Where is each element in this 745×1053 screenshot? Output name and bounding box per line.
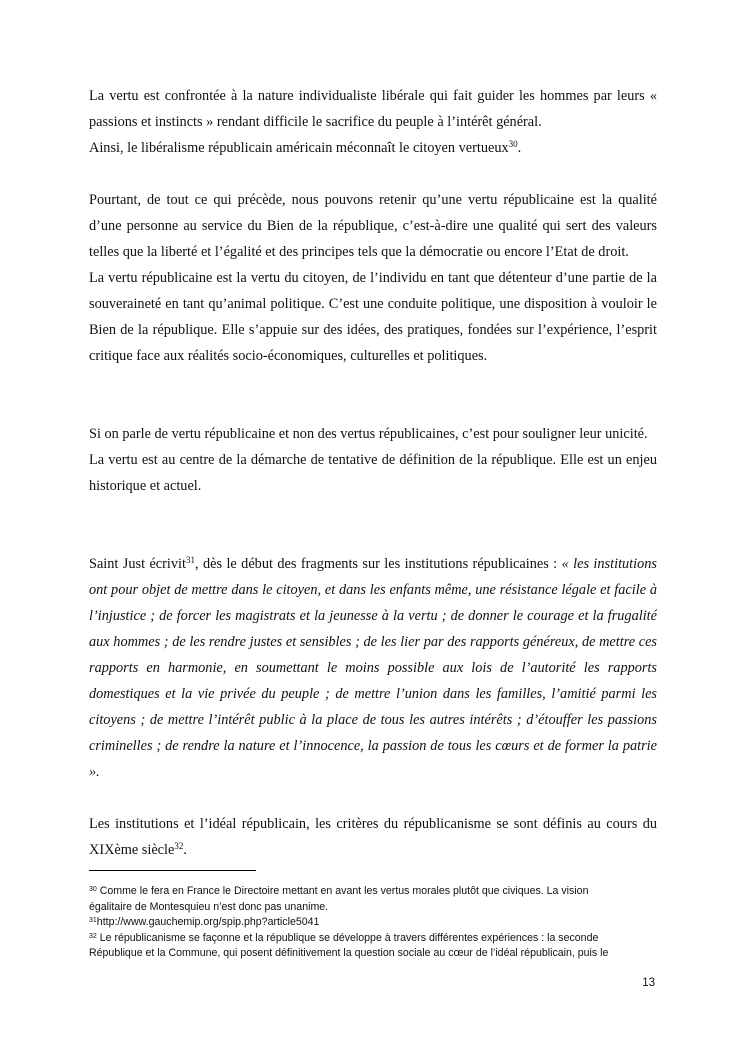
- footnote-ref: 31: [185, 555, 195, 565]
- footnote-continued: République et la Commune, qui posent définitivement la question sociale au cœur de l’idéal républicain, puis le: [89, 947, 609, 959]
- body-text-group-4: [89, 551, 657, 785]
- page-number: 13: [642, 977, 655, 989]
- footnote-ref: 32: [174, 841, 184, 851]
- body-text-group-2: [89, 187, 657, 369]
- footnote: $^{30}$ Comme le fera en France le Directoire mettant en avant les vertus morales plutôt que civiques. La vision: [89, 885, 589, 897]
- footnote-ref: 30: [508, 139, 518, 149]
- saint-just-quote: « les institutions ont pour objet de mettre dans le citoyen, et dans les enfants même, une résistance légale et facile à l’injustice ; de forcer les magistrats et la jeunesse à la vertu ; de donner le courage et la frugalité aux hommes ; de les rendre justes et sensibles ; de les lier par des rapports généreux, de mettre ces rapports en harmonie, en soumettant le moins possible aux lois de l’autorité les rapports domestiques et la vie privée du peuple ; de mettre l’union dans les familles, l’amitié parmi les citoyens ; de mettre l’intérêt public à la place de tous les autres intérêts ; d’étouffer les passions criminelles ; de rendre la nature et l’innocence, la passion de tous les cœurs et de former la patrie ».: [89, 556, 657, 780]
- paragraph: Saint Just écrivit$^{31}$, dès le début des fragments sur les institutions républicaines : « les institutions ont pour objet de mettre dans le citoyen, et dans les enfants même, une résistance légale et facile à l’injustice ; de forcer les magistrats et la jeunesse à la vertu ; de donner le courage et la frugalité aux hommes ; de les rendre justes et sensibles ; de les lier par des rapports généreux, de mettre ces rapports en harmonie, en soumettant le moins possible aux lois de l’autorité les rapports domestiques et la vie privée du peuple ; de mettre l’union dans les familles, l’amitié parmi les citoyens ; de mettre l’intérêt public à la place de tous les autres intérêts ; d’étouffer les passions criminelles ; de rendre la nature et l’innocence, la passion de tous les cœurs et de former la patrie ».: [89, 555, 657, 780]
- body-text-group-3: [89, 421, 657, 499]
- footnote-separator: [89, 870, 256, 871]
- paragraph: Si on parle de vertu républicaine et non des vertus républicaines, c’est pour souligner leur unicité.: [89, 426, 648, 442]
- paragraph: La vertu républicaine est la vertu du citoyen, de l’individu en tant que détenteur d’une partie de la souveraineté en tant qu’animal politique. C’est une conduite politique, une disposition à vouloir le Bien de la république. Elle s’appuie sur des idées, des pratiques, fondées sur l’expérience, l’esprit critique face aux réalités socio-économiques, culturelles et politiques.: [89, 270, 657, 364]
- footnotes: [89, 884, 657, 962]
- paragraph: La vertu est au centre de la démarche de tentative de définition de la république. Elle est un enjeu historique et actuel.: [89, 452, 657, 494]
- paragraph: La vertu est confrontée à la nature individualiste libérale qui fait guider les hommes par leurs « passions et instincts » rendant difficile le sacrifice du peuple à l’intérêt général.: [89, 88, 657, 130]
- body-text-group-5: [89, 811, 657, 863]
- footnote-continued: égalitaire de Montesquieu n’est donc pas unanime.: [89, 900, 329, 913]
- paragraph: Les institutions et l’idéal républicain, les critères du républicanisme se sont définis au cours du XIXème siècle$^{32}$.: [89, 816, 657, 858]
- body-text-group-1: [89, 83, 657, 161]
- footnote: $^{31}$http://www.gauchemip.org/spip.php?article5041: [89, 916, 320, 928]
- footnote-link: http://www.gauchemip.org/spip.php?article5041: [96, 916, 320, 928]
- paragraph: Ainsi, le libéralisme républicain américain méconnaît le citoyen vertueux$^{30}$.: [89, 139, 522, 156]
- paragraph: Pourtant, de tout ce qui précède, nous pouvons retenir qu’une vertu républicaine est la qualité d’une personne au service du Bien de la république, c’est-à-dire une qualité qui sert des valeurs telles que la liberté et l’égalité et des principes tels que la démocratie ou encore l’Etat de droit.: [89, 192, 657, 260]
- footnote: $^{32}$ Le républicanisme se façonne et la république se développe à travers différentes expériences : la seconde: [89, 931, 599, 944]
